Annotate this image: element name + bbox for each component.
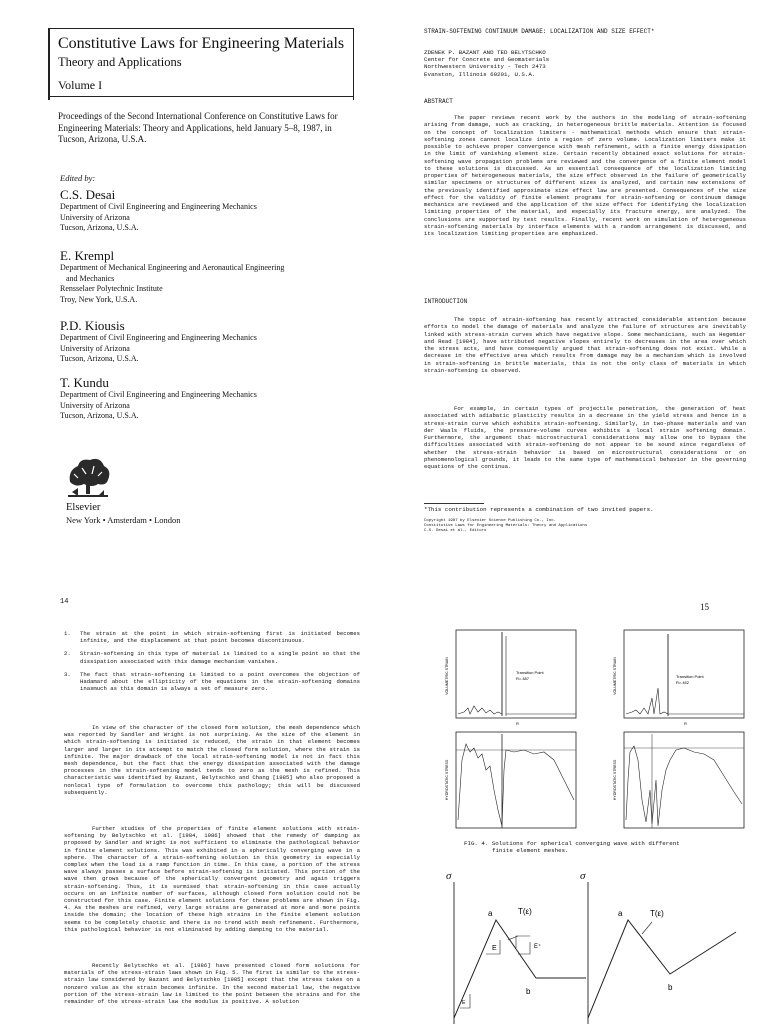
editor-block (60, 248, 360, 305)
editor-affiliation: Department of Civil Engineering and Engineering Mechanics University of Arizona Tucson, Arizona, U.S.A. (60, 390, 257, 420)
sigma-label: σ (446, 870, 452, 882)
editor-affiliation: Department of Civil Engineering and Engineering Mechanics University of Arizona Tucson, Arizona, U.S.A. (60, 333, 257, 363)
curve-label: T(ε) (518, 907, 532, 916)
point-label: a (488, 909, 493, 918)
stress-plot-left (444, 730, 580, 834)
editor-name: T. Kundu (60, 375, 109, 390)
modulus-label: E⁺ (534, 944, 542, 950)
axis-label: R (684, 721, 687, 726)
footnote: *This contribution represents a combination of two invited papers. (424, 506, 654, 513)
editor-affiliation: Department of Civil Engineering and Engineering Mechanics University of Arizona Tucson, Arizona, U.S.A. (60, 202, 257, 232)
list-item: 2. Strain-softening in this type of material is limited to a single point so that the dissipation associated with this damage mechanism vanishes. (64, 650, 360, 665)
point-label: a (618, 909, 623, 918)
editor-block (60, 187, 360, 234)
abstract-text: The paper reviews recent work by the authors in the modeling of strain-softening arising from damage, such as cracking, in heterogeneous brittle materials. Attention is focused on the concept of localization limiters - mathematical methods which ensure that strain-softening zones cannot localize into a region of zero volume. Localization limiters make it possible to achieve proper convergence with mesh refinement, with a finite energy dissipation in the limit of vanishing element size. Certain recently obtained exact solutions for strain-softening wave propagation problems are reviewed and the convergence of a finite element model to these solutions is discussed. As an essential consequence of the localization limiting properties of heterogeneous materials, the size effect observed in the failure of geometrically similar specimens or structures of different sizes is analyzed, and certain new extensions of the previously identified approximate size effect law are presented. Consequences of the size effect for the validity of finite element programs for strain-softening or continuum damage mechanics are reviewed and the application of the size effect for identifying the localization limiting properties of the material, and especially its fracture energy, are analyzed. The conclusions are supported by test results. Finally, recent work on simulation of heterogeneous strain-softening materials by interface elements with a random arrangement is discussed, and its localization limiting properties are emphasized. (424, 114, 746, 237)
title-page (0, 0, 384, 578)
curve-label: T(ε) (650, 909, 664, 918)
book-subtitle: Theory and Applications (58, 55, 182, 69)
copyright-block: Copyright 1987 by Elsevier Science Publishing Co., Inc. Constitutive Laws for Engineering Materials: Theory and Applications C.S. Desai et al., Editors (424, 519, 588, 533)
body-paragraph: Further studies of the properties of finite element solutions with strain-softening by Belytschko et al. [1984, 1986] showed that the remedy of damping as proposed by Sandler and Wright is not sufficient to eliminate the pathological behavior in finite element solutions. This was exhibited in a spherically converging wave in a sphere. The character of a strain-softening solution in this geometry is especially complex when the load is a ramp function in time. In this case, a portion of the stress wave always passes a surface before strain-softening is initiated. This portion of the wave then grows because of the spherically convergent geometry and again triggers strain-softening. Thus, it is surmised that strain-softening in this case actually occurs on an infinite number of surfaces, although closed form solution could not be constructed for this case. Finite element solutions for these problems are shown in Fig. 4. As the meshes are refined, very large strains are generated at more and more points inside the domain; the location of these high strains in the finite element solution seems to be completely chaotic and there is no trend with mesh refinement. Furthermore, this pathological behavior is not eliminated by adding damping to the material. (64, 825, 360, 933)
page-number: 15 (700, 602, 709, 612)
paper-authors: ZDENEK P. BAZANT AND TED BELYTSCHKO (424, 49, 546, 56)
editor-block (60, 318, 360, 365)
page-number: 14 (60, 598, 69, 606)
editor-name: E. Krempl (60, 248, 115, 263)
figures-page-15 (384, 578, 768, 1024)
axis-label: HYDROSTATIC STRESS (613, 759, 617, 801)
title-box (48, 28, 354, 100)
editor-name: C.S. Desai (60, 187, 116, 202)
figure-caption: FIG. 4. Solutions for spherical converging wave with different finite element meshes. (464, 840, 680, 855)
intro-paragraph: For example, in certain types of projectile penetration, the generation of heat associated with adiabatic plasticity results in a decrease in the yield stress and hence in a stress-strain curve which exhibits strain-softening. Similarly, in two-phase materials and van der Waals fluids, the pressure-volume curves exhibits a local strain softening domain. Furthermore, the argument that microstructural considerations may allow one to bypass the difficulties associated with strain-softening do not appear to be sound since regardless of whether the stress-strain behavior is based on microstructural considerations or on phenomenological grounds, it leads to the same type of mathematical behavior in the governing equations of the continua. (424, 405, 746, 470)
body-paragraph: Recently Belytschko et al. [1986] have presented closed form solutions for materials of the stress-strain laws shown in Fig. 5. The first is similar to the stress-strain law considered by Bazant and Belytschko [1985] except that the stress takes on a nonzero value as the strain becomes infinite. In the second material law, the negative portion of the stress-strain law is limited to the point between the strains and for the remainder of the stress-strain law the modulus is positive. A solution (64, 962, 360, 1006)
edited-by-label: Edited by: (60, 173, 96, 183)
publisher-name: Elsevier (66, 502, 101, 513)
volume-label: Volume I (58, 78, 103, 92)
annotation: R=.487 (516, 676, 530, 681)
abstract-heading: ABSTRACT (424, 98, 453, 105)
proceedings-text: Proceedings of the Second International Conference on Constitutive Laws for Engineering Materials: Theory and Applications, held January 5–8, 1987, in Tucson, Arizona, U.S.A. (58, 111, 338, 144)
numbered-list (64, 630, 360, 698)
stress-strain-law-diagrams (446, 878, 746, 1024)
editor-name: P.D. Kiousis (60, 318, 125, 333)
footnote-rule (424, 503, 484, 504)
book-title: Constitutive Laws for Engineering Materials (58, 35, 345, 52)
annotation: Transition Point (516, 670, 544, 675)
point-label: b (526, 987, 531, 996)
paper-authors-block: ZDENEK P. BAZANT AND TED BELYTSCHKO Center for Concrete and Geomaterials Northwestern University - Tech 2473 Evanston, Illinois 60201, U.S.A. (424, 49, 550, 78)
list-item: 1. The strain at the point in which strain-softening first is initiated becomes infinite, and the displacement at that point becomes discontinuous. (64, 630, 360, 645)
editor-block (60, 375, 360, 422)
axis-label: VOLUMETRIC STRAIN (445, 657, 449, 695)
elsevier-tree-logo-icon (64, 456, 112, 500)
paper-heading: STRAIN-SOFTENING CONTINUUM DAMAGE: LOCALIZATION AND SIZE EFFECT* (424, 28, 655, 35)
editor-affiliation: Department of Mechanical Engineering and Aeronautical Engineering and Mechanics Rensselaer Polytechnic Institute Troy, New York, U.S.A. (60, 263, 285, 304)
list-item: 3. The fact that strain-softening is limited to a point overcomes the objection of Hadamard about the ellipticity of the equations in the strain-softening domains inasmuch as this domain is always a set of measure zero. (64, 670, 360, 693)
sigma-label: σ (580, 870, 586, 882)
strain-plot-left (444, 628, 580, 728)
strain-plot-right (612, 628, 748, 728)
abstract-page (384, 0, 768, 578)
modulus-label: E (492, 945, 497, 952)
title-rule (48, 96, 354, 97)
body-paragraph: In view of the character of the closed form solution, the mesh dependence which was reported by Sandler and Wright is not surprising. As the size of the element in which strain-softening is initiated is reduced, the strain in that element becomes larger and larger in its attempt to match the closed form solution, where the strain is infinite. The major drawback of the local strain-softening model is not in fact this mesh dependence, but the fact that the energy dissipation associated with the damage processes in the strain-softening model tends to zero as the mesh is refined. This characteristic was identified by Bazant, Belytschko and Chang [1985] who also proposed a nonlocal type of formulation to overcome this pathology; this will be discussed subsequently. (64, 724, 360, 796)
axis-label: R (516, 721, 519, 726)
intro-paragraph: The topic of strain-softening has recently attracted considerable attention because efforts to model the damage of materials and analyze the failure of structures are inevitably linked with stress-strain curves which have negative slope. Some mechanicians, such as Hegemier and Read [1984], have attributed negative slopes entirely to decreases in the area over which the stress acts, and have consequently argued that strain-softening does not exist. While a decrease in the effective area which results from damage may be a mechanism which is involved in strain-softening in brittle materials, this is not the only class of materials in which strain-softening is observed. (424, 316, 746, 374)
axis-label: VOLUMETRIC STRAIN (613, 657, 617, 695)
body-page-14 (0, 578, 384, 1024)
annotation: Transition Point (676, 674, 704, 679)
stress-plot-right (612, 730, 748, 834)
axis-label: HYDROSTATIC STRESS (445, 759, 449, 801)
point-label: b (668, 983, 673, 992)
introduction-heading: INTRODUCTION (424, 298, 468, 305)
annotation: R=.452 (676, 680, 690, 685)
modulus-label: E (462, 1000, 466, 1006)
publisher-cities: New York • Amsterdam • London (66, 515, 181, 525)
